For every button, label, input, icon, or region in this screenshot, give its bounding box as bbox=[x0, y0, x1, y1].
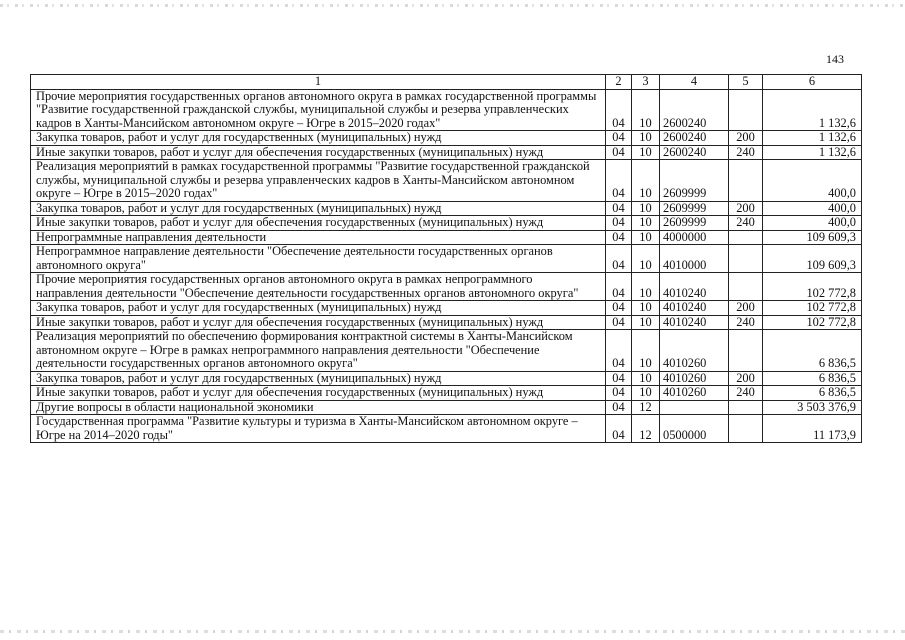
expense-type-code bbox=[729, 245, 763, 273]
table-row bbox=[31, 216, 862, 231]
expense-type-code: 200 bbox=[729, 131, 763, 146]
column-header: 3 bbox=[632, 75, 660, 90]
table-row bbox=[31, 273, 862, 301]
expense-type-code: 200 bbox=[729, 201, 763, 216]
expense-type-code: 200 bbox=[729, 371, 763, 386]
subsection-code: 10 bbox=[632, 301, 660, 316]
column-header: 1 bbox=[31, 75, 606, 90]
target-article-code: 2600240 bbox=[660, 131, 729, 146]
table-row bbox=[31, 160, 862, 202]
section-code: 04 bbox=[606, 201, 632, 216]
row-description: Закупка товаров, работ и услуг для государственных (муниципальных) нужд bbox=[31, 201, 606, 216]
target-article-code: 2609999 bbox=[660, 216, 729, 231]
scan-artifact-bottom bbox=[0, 630, 905, 633]
row-description: Закупка товаров, работ и услуг для государственных (муниципальных) нужд bbox=[31, 131, 606, 146]
table-row bbox=[31, 371, 862, 386]
expense-type-code: 240 bbox=[729, 145, 763, 160]
section-code: 04 bbox=[606, 216, 632, 231]
section-code: 04 bbox=[606, 245, 632, 273]
amount: 6 836,5 bbox=[763, 330, 862, 372]
target-article-code: 4010240 bbox=[660, 273, 729, 301]
expense-type-code bbox=[729, 415, 763, 443]
target-article-code: 4010240 bbox=[660, 315, 729, 330]
row-description: Иные закупки товаров, работ и услуг для обеспечения государственных (муниципальных) нужд bbox=[31, 216, 606, 231]
target-article-code: 2609999 bbox=[660, 160, 729, 202]
amount: 109 609,3 bbox=[763, 245, 862, 273]
row-description: Закупка товаров, работ и услуг для государственных (муниципальных) нужд bbox=[31, 301, 606, 316]
amount: 3 503 376,9 bbox=[763, 400, 862, 415]
column-header: 5 bbox=[729, 75, 763, 90]
expense-type-code: 200 bbox=[729, 301, 763, 316]
amount: 102 772,8 bbox=[763, 315, 862, 330]
subsection-code: 10 bbox=[632, 371, 660, 386]
row-description: Непрограммное направление деятельности "Обеспечение деятельности государственных органов автономного округа" bbox=[31, 245, 606, 273]
expense-type-code bbox=[729, 273, 763, 301]
table-row bbox=[31, 301, 862, 316]
subsection-code: 10 bbox=[632, 386, 660, 401]
target-article-code: 4000000 bbox=[660, 230, 729, 245]
amount: 102 772,8 bbox=[763, 301, 862, 316]
expense-type-code: 240 bbox=[729, 315, 763, 330]
section-code: 04 bbox=[606, 230, 632, 245]
subsection-code: 10 bbox=[632, 245, 660, 273]
table-row bbox=[31, 131, 862, 146]
column-header: 4 bbox=[660, 75, 729, 90]
column-header: 6 bbox=[763, 75, 862, 90]
subsection-code: 10 bbox=[632, 230, 660, 245]
subsection-code: 10 bbox=[632, 273, 660, 301]
expense-type-code bbox=[729, 89, 763, 131]
table-row bbox=[31, 386, 862, 401]
expense-type-code bbox=[729, 230, 763, 245]
table-row bbox=[31, 89, 862, 131]
header-row bbox=[31, 75, 862, 90]
table-body bbox=[31, 75, 862, 443]
expense-type-code: 240 bbox=[729, 216, 763, 231]
subsection-code: 12 bbox=[632, 400, 660, 415]
section-code: 04 bbox=[606, 386, 632, 401]
expense-type-code: 240 bbox=[729, 386, 763, 401]
expense-type-code bbox=[729, 330, 763, 372]
amount: 400,0 bbox=[763, 160, 862, 202]
amount: 400,0 bbox=[763, 216, 862, 231]
target-article-code: 4010260 bbox=[660, 330, 729, 372]
target-article-code: 2600240 bbox=[660, 145, 729, 160]
expense-type-code bbox=[729, 160, 763, 202]
target-article-code: 2609999 bbox=[660, 201, 729, 216]
row-description: Реализация мероприятий в рамках государственной программы "Развитие государственной гражданской службы, муниципальной службы и резерва управленческих кадров в Ханты-Мансийском автономном округе – Югре в 2015–2020 годах" bbox=[31, 160, 606, 202]
target-article-code bbox=[660, 400, 729, 415]
target-article-code: 4010260 bbox=[660, 371, 729, 386]
section-code: 04 bbox=[606, 415, 632, 443]
row-description: Государственная программа "Развитие культуры и туризма в Ханты-Мансийском автономном округе – Югре на 2014–2020 годы" bbox=[31, 415, 606, 443]
table-row bbox=[31, 145, 862, 160]
target-article-code: 4010260 bbox=[660, 386, 729, 401]
table-row bbox=[31, 400, 862, 415]
section-code: 04 bbox=[606, 315, 632, 330]
section-code: 04 bbox=[606, 301, 632, 316]
row-description: Непрограммные направления деятельности bbox=[31, 230, 606, 245]
section-code: 04 bbox=[606, 160, 632, 202]
row-description: Иные закупки товаров, работ и услуг для обеспечения государственных (муниципальных) нужд bbox=[31, 315, 606, 330]
subsection-code: 10 bbox=[632, 315, 660, 330]
subsection-code: 10 bbox=[632, 160, 660, 202]
table-row bbox=[31, 330, 862, 372]
target-article-code: 2600240 bbox=[660, 89, 729, 131]
table-row bbox=[31, 245, 862, 273]
row-description: Иные закупки товаров, работ и услуг для обеспечения государственных (муниципальных) нужд bbox=[31, 145, 606, 160]
amount: 1 132,6 bbox=[763, 145, 862, 160]
amount: 6 836,5 bbox=[763, 371, 862, 386]
row-description: Другие вопросы в области национальной экономики bbox=[31, 400, 606, 415]
table-row bbox=[31, 415, 862, 443]
section-code: 04 bbox=[606, 145, 632, 160]
table-row bbox=[31, 315, 862, 330]
section-code: 04 bbox=[606, 273, 632, 301]
row-description: Прочие мероприятия государственных органов автономного округа в рамках непрограммного направления деятельности "Обеспечение деятельности государственных органов автономного округа" bbox=[31, 273, 606, 301]
expense-type-code bbox=[729, 400, 763, 415]
amount: 6 836,5 bbox=[763, 386, 862, 401]
amount: 109 609,3 bbox=[763, 230, 862, 245]
subsection-code: 10 bbox=[632, 131, 660, 146]
section-code: 04 bbox=[606, 89, 632, 131]
row-description: Прочие мероприятия государственных органов автономного округа в рамках государственной программы "Развитие государственной гражданской службы, муниципальной службы и резерва управленческих кадров в Ханты-Мансийском автономном округе – Югре в 2015–2020 годах" bbox=[31, 89, 606, 131]
target-article-code: 4010240 bbox=[660, 301, 729, 316]
amount: 1 132,6 bbox=[763, 89, 862, 131]
subsection-code: 10 bbox=[632, 330, 660, 372]
row-description: Закупка товаров, работ и услуг для государственных (муниципальных) нужд bbox=[31, 371, 606, 386]
subsection-code: 10 bbox=[632, 89, 660, 131]
target-article-code: 0500000 bbox=[660, 415, 729, 443]
column-header: 2 bbox=[606, 75, 632, 90]
amount: 400,0 bbox=[763, 201, 862, 216]
amount: 1 132,6 bbox=[763, 131, 862, 146]
subsection-code: 10 bbox=[632, 201, 660, 216]
target-article-code: 4010000 bbox=[660, 245, 729, 273]
subsection-code: 12 bbox=[632, 415, 660, 443]
section-code: 04 bbox=[606, 131, 632, 146]
subsection-code: 10 bbox=[632, 145, 660, 160]
section-code: 04 bbox=[606, 371, 632, 386]
section-code: 04 bbox=[606, 330, 632, 372]
table-row bbox=[31, 201, 862, 216]
amount: 102 772,8 bbox=[763, 273, 862, 301]
table-row bbox=[31, 230, 862, 245]
budget-table bbox=[30, 74, 862, 443]
page-number: 143 bbox=[826, 52, 844, 66]
section-code: 04 bbox=[606, 400, 632, 415]
row-description: Иные закупки товаров, работ и услуг для обеспечения государственных (муниципальных) нужд bbox=[31, 386, 606, 401]
subsection-code: 10 bbox=[632, 216, 660, 231]
row-description: Реализация мероприятий по обеспечению формирования контрактной системы в Ханты-Мансийском автономном округе – Югре в рамках непрограммного направления деятельности "Обеспечение деятельности государственных органов автономного округа" bbox=[31, 330, 606, 372]
scan-artifact-top bbox=[0, 4, 905, 7]
amount: 11 173,9 bbox=[763, 415, 862, 443]
